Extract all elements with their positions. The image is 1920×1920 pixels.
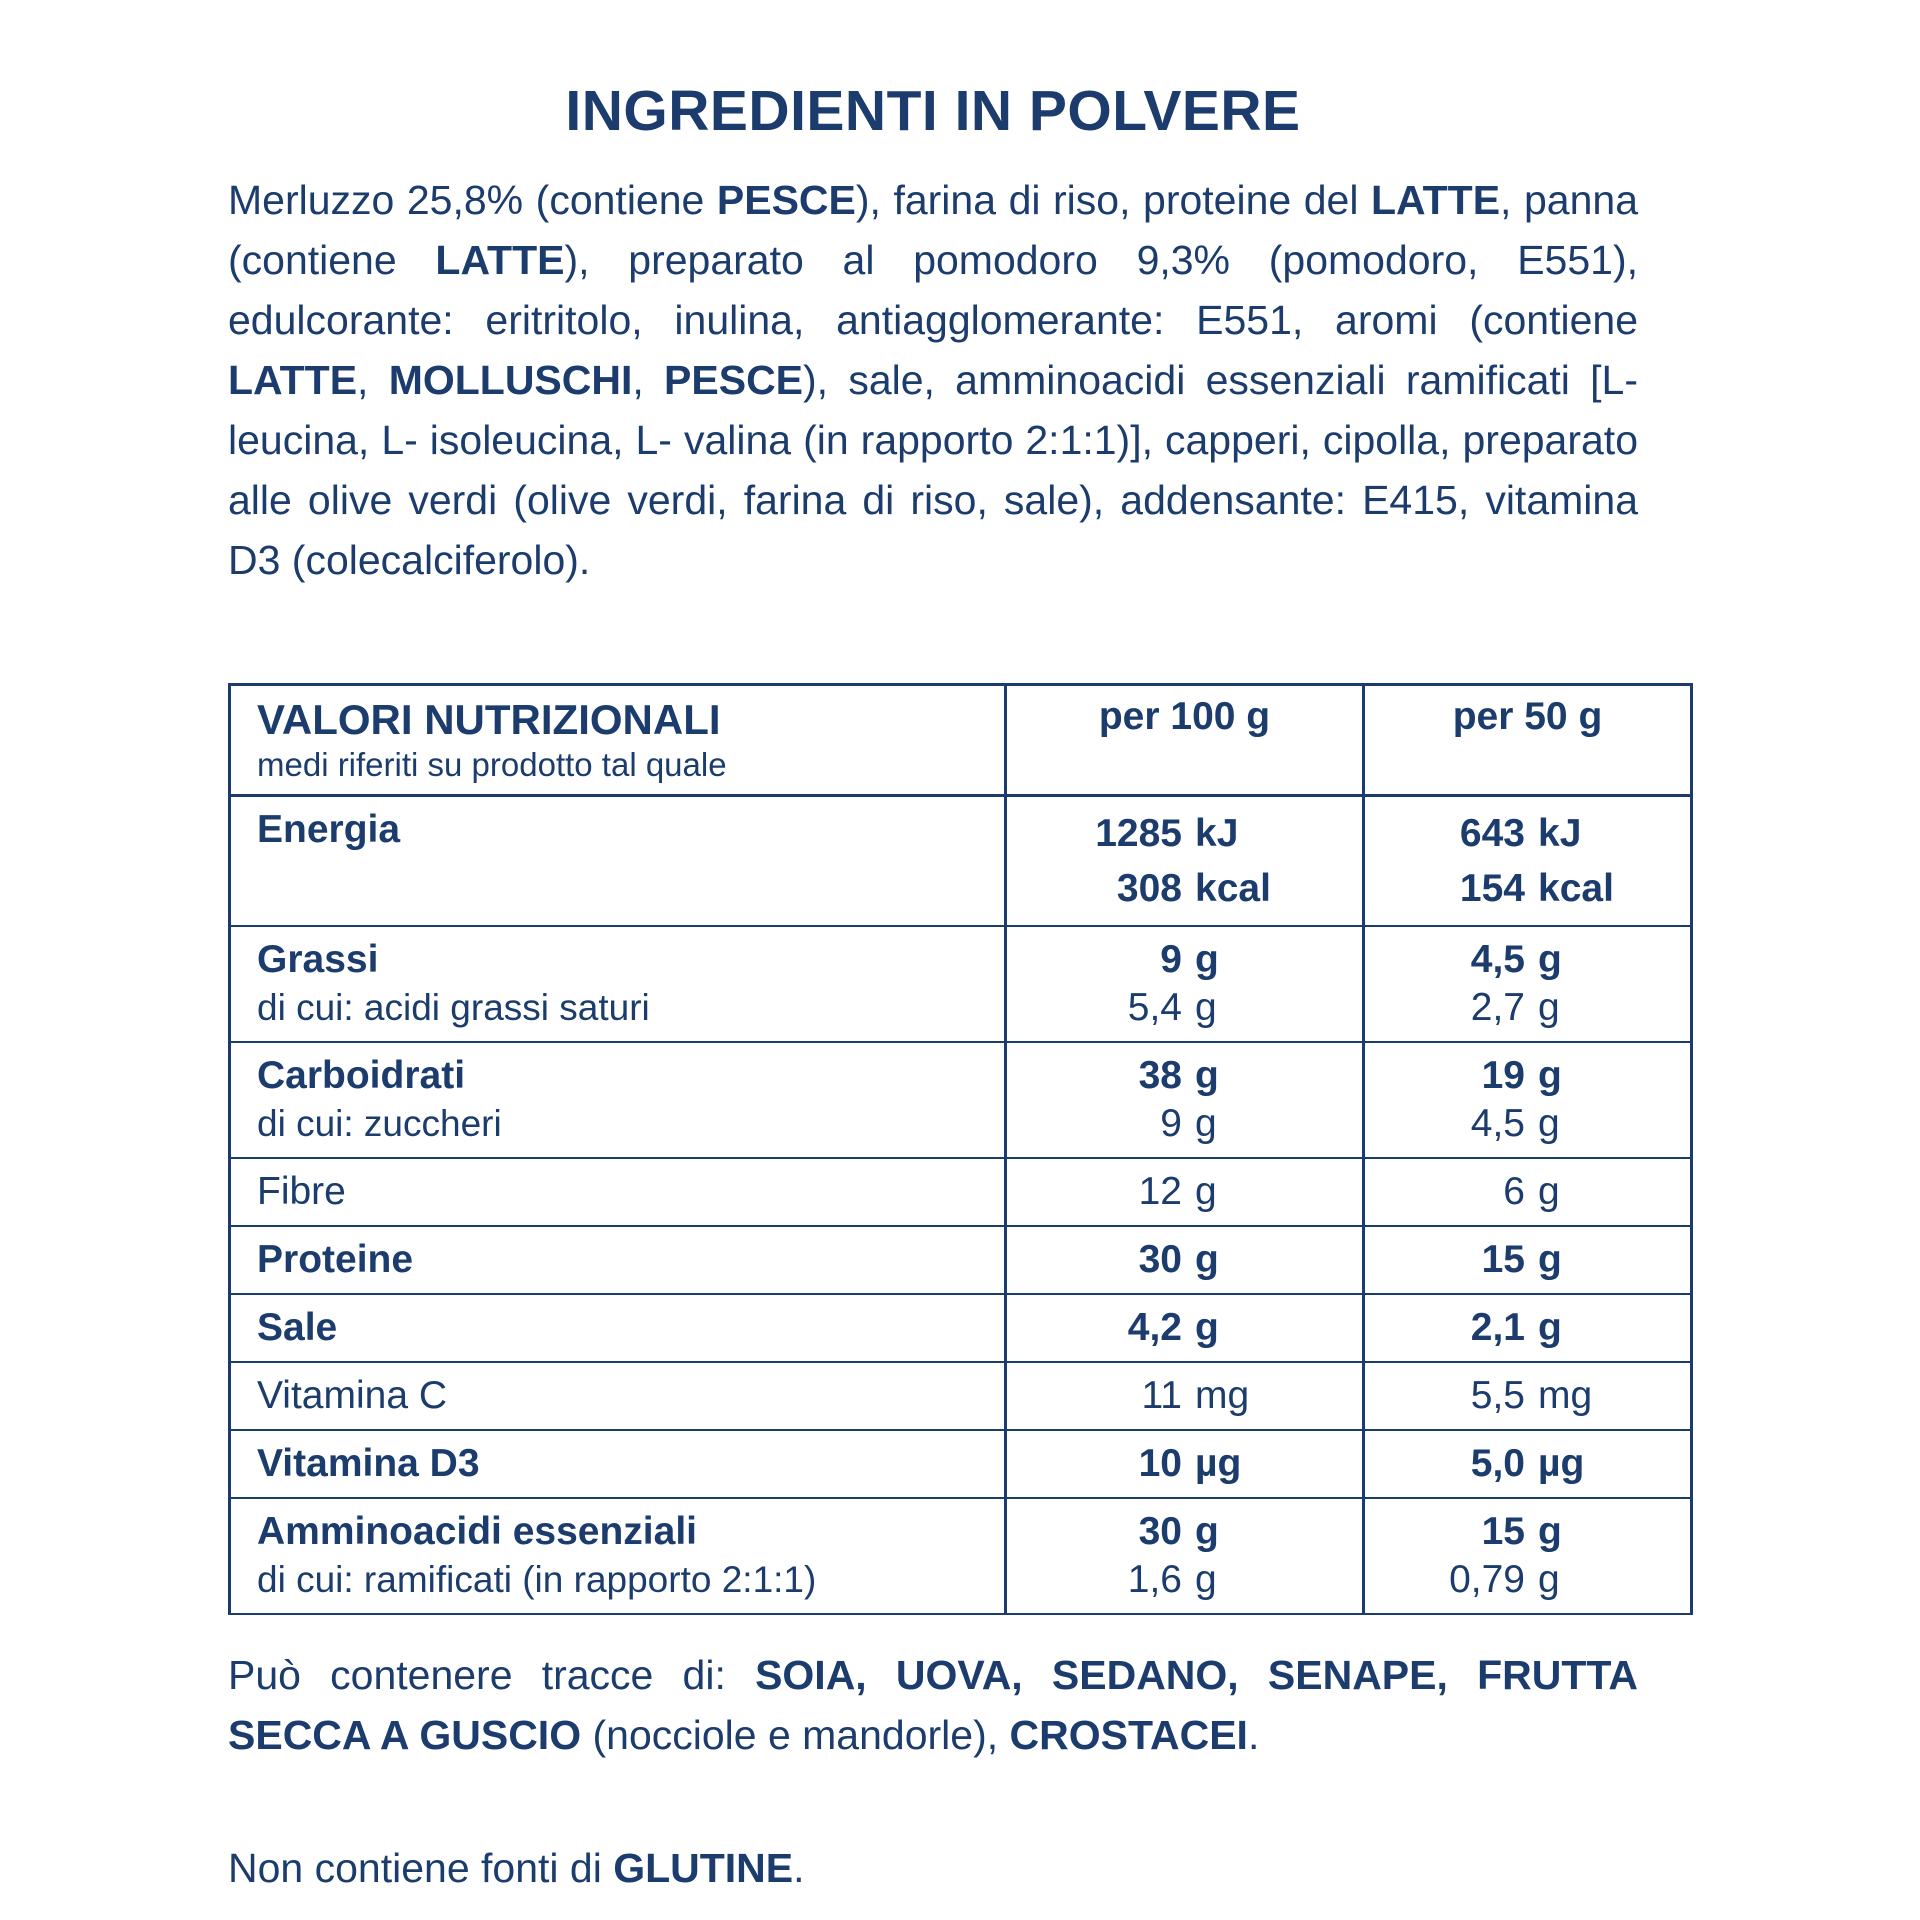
- value-cell-per50: [1364, 796, 1692, 927]
- text-segment: ), farina di riso, proteine del: [855, 177, 1371, 223]
- nutrient-label: Grassi: [257, 938, 379, 981]
- value-cell-per50: [1364, 1042, 1692, 1158]
- text-segment: , panna (contiene: [228, 177, 1638, 283]
- text-segment: Non contiene fonti di: [228, 1845, 614, 1891]
- value-number: 30: [1138, 1510, 1182, 1553]
- text-segment-bold: MOLLUSCHI: [388, 357, 633, 403]
- text-segment: ,: [357, 357, 389, 403]
- text-segment: .: [1247, 1712, 1260, 1758]
- text-segment: ), preparato al pomodoro 9,3% (pomodoro, E551), edulcorante: eritritolo, inulina, antiagglomerante: E551, aromi (contiene: [228, 237, 1638, 343]
- value-number: 2,7: [1470, 986, 1525, 1029]
- value-cell-per100: [1006, 1042, 1364, 1158]
- value-number: 9: [1160, 938, 1182, 981]
- value-cell-per100: [1006, 796, 1364, 927]
- value-line: [1007, 1440, 1362, 1488]
- value-cell-per100: [1006, 1430, 1364, 1498]
- value-unit: g: [1195, 1054, 1219, 1097]
- table-row: [230, 1042, 1692, 1158]
- ingredients-text: [228, 170, 1638, 590]
- text-segment-bold: CROSTACEI: [1009, 1712, 1248, 1758]
- nutrient-cell: [230, 1430, 1006, 1498]
- value-unit: µg: [1195, 1442, 1242, 1485]
- value-unit: µg: [1538, 1442, 1585, 1485]
- value-unit: g: [1195, 1170, 1217, 1213]
- value-line: [1007, 1168, 1362, 1216]
- value-cell-per50: [1364, 1294, 1692, 1362]
- value-unit: g: [1195, 1510, 1219, 1553]
- value-line: [1365, 984, 1690, 1032]
- value-unit: g: [1538, 1238, 1562, 1281]
- value-number: 6: [1503, 1170, 1525, 1213]
- nutrient-label: Energia: [257, 808, 401, 851]
- text-segment-bold: LATTE: [435, 237, 565, 283]
- value-line: [1007, 936, 1362, 984]
- value-number: 5,4: [1127, 986, 1182, 1029]
- table-row: [230, 1362, 1692, 1430]
- value-cell-per100: [1006, 1226, 1364, 1294]
- value-line: [1365, 1168, 1690, 1216]
- text-segment: Può contenere tracce di:: [228, 1652, 756, 1698]
- value-line: [1007, 1236, 1362, 1284]
- value-line: [1365, 1100, 1690, 1148]
- value-cell-per100: [1006, 926, 1364, 1042]
- column-header-per-50g: per 50 g: [1364, 685, 1692, 796]
- value-number: 1,6: [1127, 1558, 1182, 1601]
- value-line: [1007, 1508, 1362, 1556]
- value-line: [1007, 806, 1362, 861]
- value-unit: kJ: [1538, 812, 1582, 855]
- value-unit: g: [1195, 986, 1217, 1029]
- table-row: [230, 1226, 1692, 1294]
- value-line: [1007, 984, 1362, 1032]
- nutrient-cell: [230, 796, 1006, 927]
- text-segment-bold: PESCE: [664, 357, 804, 403]
- value-number: 4,5: [1470, 938, 1525, 981]
- table-row: [230, 926, 1692, 1042]
- value-line: [1365, 1236, 1690, 1284]
- value-line: [1365, 1372, 1690, 1420]
- table-row: [230, 1158, 1692, 1226]
- value-line: [1365, 936, 1690, 984]
- value-cell-per100: [1006, 1158, 1364, 1226]
- nutrient-cell: [230, 1158, 1006, 1226]
- value-number: 38: [1138, 1054, 1182, 1097]
- table-title: VALORI NUTRIZIONALI: [257, 696, 721, 743]
- value-number: 1285: [1095, 812, 1182, 855]
- value-cell-per50: [1364, 926, 1692, 1042]
- value-cell-per50: [1364, 1430, 1692, 1498]
- value-unit: g: [1538, 1306, 1562, 1349]
- nutrient-sublabel: di cui: zuccheri: [257, 1103, 502, 1144]
- value-line: [1007, 1052, 1362, 1100]
- text-segment: ,: [632, 357, 665, 403]
- nutrient-sublabel: di cui: ramificati (in rapporto 2:1:1): [257, 1559, 817, 1600]
- value-number: 4,5: [1470, 1102, 1525, 1145]
- nutrient-cell: [230, 1498, 1006, 1614]
- page-title: INGREDIENTI IN POLVERE: [565, 79, 1301, 143]
- text-segment-bold: LATTE: [1371, 177, 1501, 223]
- value-unit: g: [1538, 1102, 1560, 1145]
- value-number: 12: [1138, 1170, 1182, 1213]
- nutrient-cell: [230, 926, 1006, 1042]
- value-line: [1365, 1052, 1690, 1100]
- value-unit: g: [1538, 1054, 1562, 1097]
- value-unit: mg: [1538, 1374, 1593, 1417]
- value-unit: g: [1538, 1170, 1560, 1213]
- value-unit: g: [1195, 1558, 1217, 1601]
- nutrient-label: Proteine: [257, 1238, 414, 1281]
- value-line: [1007, 861, 1362, 916]
- nutrient-sublabel: di cui: acidi grassi saturi: [257, 987, 650, 1028]
- text-segment-bold: LATTE: [228, 357, 358, 403]
- allergen-traces-text: [228, 1645, 1638, 1765]
- value-unit: kcal: [1538, 867, 1614, 910]
- value-cell-per100: [1006, 1294, 1364, 1362]
- value-unit: g: [1195, 1306, 1219, 1349]
- value-number: 10: [1138, 1442, 1182, 1485]
- text-segment: .: [793, 1845, 805, 1891]
- value-unit: g: [1195, 1102, 1217, 1145]
- value-cell-per100: [1006, 1498, 1364, 1614]
- value-cell-per50: [1364, 1362, 1692, 1430]
- table-row: [230, 1498, 1692, 1614]
- value-unit: mg: [1195, 1374, 1250, 1417]
- value-number: 154: [1459, 867, 1525, 910]
- value-line: [1007, 1556, 1362, 1604]
- value-cell-per50: [1364, 1226, 1692, 1294]
- value-number: 5,0: [1470, 1442, 1525, 1485]
- value-number: 19: [1481, 1054, 1525, 1097]
- value-number: 2,1: [1470, 1306, 1525, 1349]
- value-unit: kJ: [1195, 812, 1239, 855]
- value-line: [1365, 1508, 1690, 1556]
- value-line: [1365, 1304, 1690, 1352]
- value-line: [1365, 1556, 1690, 1604]
- text-segment: ), sale, amminoacidi essenziali ramificati [L- leucina, L- isoleucina, L- valina (in rapporto 2:1:1)], capperi, cipolla, preparato alle olive verdi (olive verdi, farina di riso, sale), addensante: E415, vitamina D3 (colecalciferolo).: [228, 357, 1638, 583]
- text-segment-bold: PESCE: [716, 177, 856, 223]
- value-cell-per50: [1364, 1498, 1692, 1614]
- value-number: 11: [1141, 1374, 1182, 1417]
- value-unit: g: [1538, 938, 1562, 981]
- text-segment: (nocciole e mandorle),: [581, 1712, 1010, 1758]
- value-unit: g: [1538, 1558, 1560, 1601]
- value-number: 5,5: [1470, 1374, 1525, 1417]
- nutrient-cell: [230, 1226, 1006, 1294]
- value-number: 15: [1481, 1238, 1525, 1281]
- nutrient-cell: [230, 1294, 1006, 1362]
- value-number: 643: [1459, 812, 1525, 855]
- value-unit: g: [1195, 938, 1219, 981]
- text-segment-bold: GLUTINE: [613, 1845, 794, 1891]
- nutrient-label: Carboidrati: [257, 1054, 466, 1097]
- value-number: 4,2: [1127, 1306, 1182, 1349]
- gluten-free-text: [228, 1838, 1638, 1898]
- nutrient-label: Fibre: [257, 1170, 346, 1213]
- table-header-row: [230, 685, 1692, 796]
- nutrient-label: Sale: [257, 1306, 338, 1349]
- value-cell-per100: [1006, 1362, 1364, 1430]
- table-subtitle: medi riferiti su prodotto tal quale: [257, 746, 727, 783]
- nutrient-cell: [230, 1362, 1006, 1430]
- value-cell-per50: [1364, 1158, 1692, 1226]
- value-line: [1007, 1304, 1362, 1352]
- nutrient-label: Vitamina C: [257, 1374, 448, 1417]
- value-number: 0,79: [1449, 1558, 1525, 1601]
- text-segment: Merluzzo 25,8% (contiene: [228, 177, 717, 223]
- value-line: [1007, 1100, 1362, 1148]
- value-number: 30: [1138, 1238, 1182, 1281]
- column-header-per-100g: per 100 g: [1006, 685, 1364, 796]
- value-unit: g: [1538, 1510, 1562, 1553]
- value-line: [1365, 861, 1690, 916]
- nutrient-label: Vitamina D3: [257, 1442, 480, 1485]
- value-number: 15: [1481, 1510, 1525, 1553]
- nutrition-table: [228, 683, 1693, 1615]
- table-row: [230, 796, 1692, 927]
- value-number: 308: [1116, 867, 1182, 910]
- table-row: [230, 1294, 1692, 1362]
- value-line: [1007, 1372, 1362, 1420]
- nutrient-cell: [230, 1042, 1006, 1158]
- value-unit: g: [1538, 986, 1560, 1029]
- value-unit: g: [1195, 1238, 1219, 1281]
- table-row: [230, 1430, 1692, 1498]
- table-header-label-cell: [230, 685, 1006, 796]
- nutrient-label: Amminoacidi essenziali: [257, 1510, 697, 1553]
- value-unit: kcal: [1195, 867, 1271, 910]
- value-line: [1365, 1440, 1690, 1488]
- value-line: [1365, 806, 1690, 861]
- text-segment-bold: SOIA, UOVA, SEDANO, SENAPE, FRUTTA SECCA A GUSCIO: [228, 1652, 1639, 1758]
- value-number: 9: [1160, 1102, 1182, 1145]
